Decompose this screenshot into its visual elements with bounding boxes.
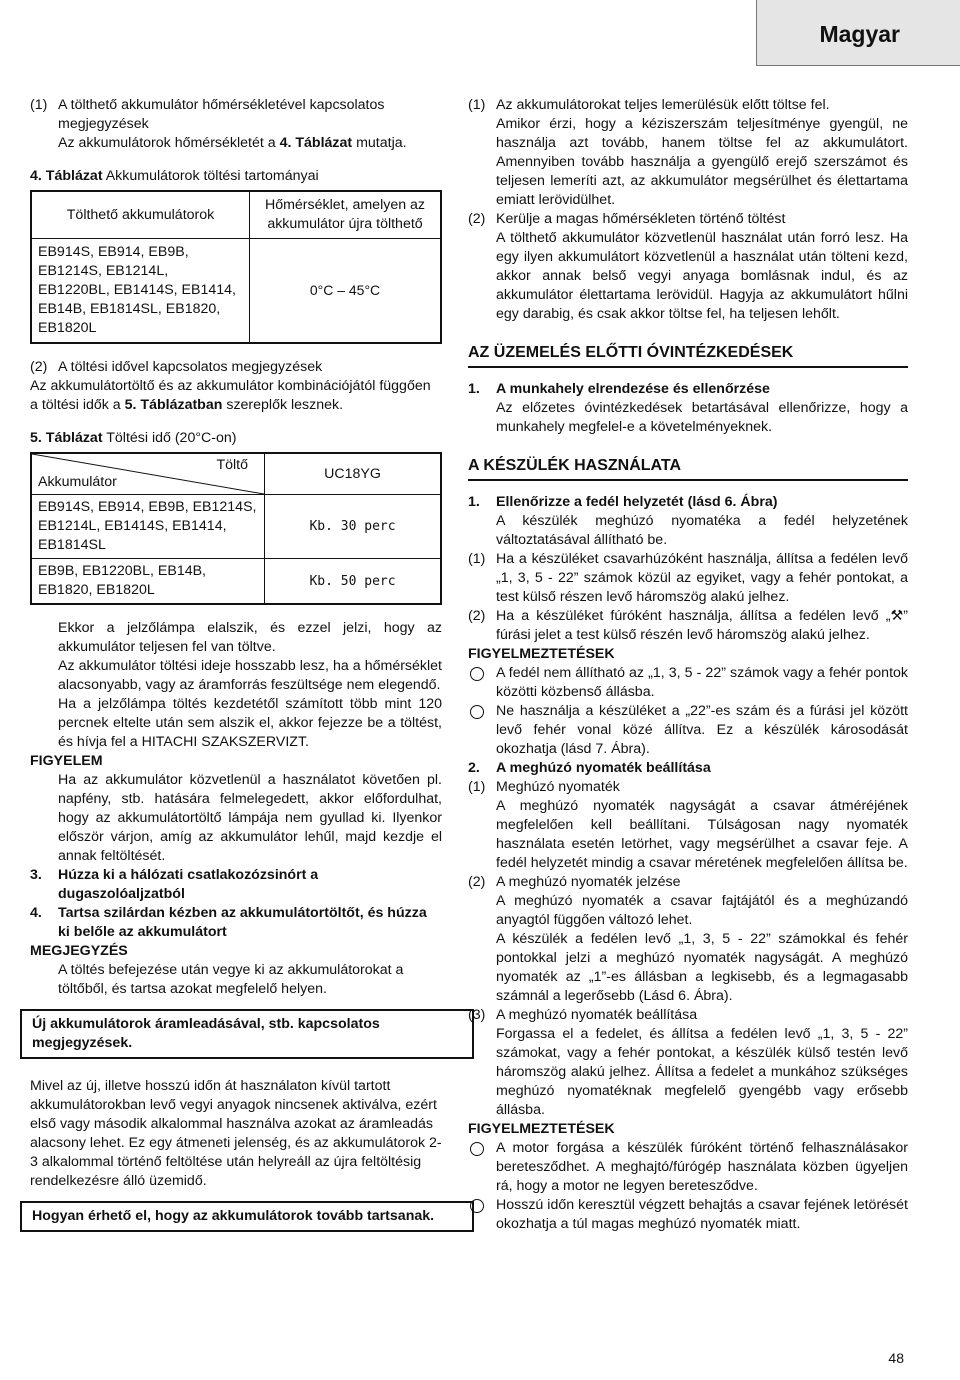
section-title: Húzza ki a hálózati csatlakozózsinórt a dugaszolóaljzatból — [58, 867, 319, 902]
table-5-diagonal-header — [31, 453, 265, 495]
note-body: A töltés befejezése után vegye ki az akkumulátorokat a töltőből, és tartsa azokat megfelelő helyen. — [58, 962, 404, 997]
section-title: A tölthető akkumulátor hőmérsékletével kapcsolatos megjegyzések — [58, 97, 385, 132]
table-5-row-models: EB9B, EB1220BL, EB14B, EB1820, EB1820L — [31, 559, 265, 605]
usage-title: A meghúzó nyomaték beállítása — [496, 760, 711, 776]
usage-2c: (3) A meghúzó nyomaték beállítása Forgassa el a fedelet, és állítsa a fedélen levő „1, 3, 5 - 22” számokat, vagy a fehér pontokat, a készülék külső testén levő háromszög alakú jelhez. Állítsa a fedelet a munkához szükséges meghúzó nyomatéknak megfelelő gyengébb vagy erősebb állásba. — [468, 1007, 908, 1118]
table-4-header-batteries: Tölthető akkumulátorok — [31, 191, 250, 239]
left-column — [30, 96, 442, 1250]
usage-heading: A KÉSZÜLÉK HASZNÁLATA — [468, 455, 908, 481]
charger-header-label: Töltő — [216, 457, 248, 473]
caution-body: Ha az akkumulátor közvetlenül a használatot követően pl. napfény, stb. hatására felmelegedett, akkor előfordulhat, hogy az akkumulátortöltő lámpája nem gyullad ki. Ilyenkor először várjon, amíg az akkumulátor lehűl, majd kezdje el annak feltöltését. — [58, 772, 442, 864]
section-title: Tartsa szilárdan kézben az akkumulátortöltőt, és húzza ki belőle az akkumulátort — [58, 905, 427, 940]
warning-item: Hosszú időn keresztül végzett behajtás a csavar fejének letörését okozhatja a túl magas meghúzó nyomaték miatt. — [468, 1196, 908, 1234]
warning-item: Ne használja a készüléket a „22”-es szám és a fúrási jel között levő fehér vonal közé állítva. Ez a készülék károsodását okozhatja (lásd 7. Ábra). — [468, 702, 908, 759]
usage-2a: (1) Meghúzó nyomaték A meghúzó nyomaték nagyságát a csavar átméréjének megfelelően kell beállítani. Túlságosan nagy nyomaték használata esetén letörhet, vagy megsérülhet a csavar feje. A fedél helyzetét mindig a csavar méretének megfelelően állítsa be. — [468, 779, 908, 871]
paragraph-lamp: Ekkor a jelzőlámpa elalszik, és ezzel jelzi, hogy az akkumulátor teljesen fel van töltve. — [58, 620, 442, 655]
table-5-row-time: Kb. 30 perc — [265, 495, 442, 559]
section-body: Az akkumulátorok hőmérsékletét a 4. Táblázat mutatja. — [58, 135, 407, 151]
tip-body: Amikor érzi, hogy a kéziszerszám teljesítménye gyengül, ne használja azt tovább, hanem töltse fel az akkumulátort. Amennyiben tovább használja a gyengülő erejő szerszámot és teljesen lemeríti azt, az akkumulátor megsérülhet és élettartama emiatt lerövidülhet. — [496, 116, 908, 208]
section-2-body: Az akkumulátortöltő és az akkumulátor kombinációjától függően a töltési idők a 5. Táblázatban szereplők lesznek. — [30, 378, 431, 413]
section-4: 4. Tartsa szilárdan kézben az akkumulátortöltőt, és húzza ki belőle az akkumulátort — [30, 904, 442, 942]
section-title: A töltési idővel kapcsolatos megjegyzések — [58, 359, 323, 375]
precaution-title: A munkahely elrendezése és ellenőrzése — [496, 381, 770, 397]
circle-bullet-icon — [470, 1199, 484, 1213]
circle-bullet-icon — [470, 705, 484, 719]
section-2 — [30, 358, 442, 377]
usage-1b: (2) Ha a készüléket fúróként használja, állítsa a fedélen levő „⚒” fúrási jelet a test külső részén levő háromszög alakú jelhez. — [468, 608, 908, 643]
table-4 — [30, 190, 442, 344]
new-battery-box: Új akkumulátorok áramleadásával, stb. kapcsolatos megjegyzések. — [20, 1009, 474, 1059]
table-4-header-temperature: Hőmérséklet, amelyen az akkumulátor újra tölthető — [250, 191, 442, 239]
usage-1: 1. Ellenőrizze a fedél helyzetét (lásd 6. Ábra) A készülék meghúzó nyomatéka a fedél helyzetének változtatásával állítható be. — [468, 494, 908, 548]
section-number: (1) — [30, 97, 48, 113]
circle-bullet-icon — [470, 667, 484, 681]
paragraph-temperature: Az akkumulátor töltési ideje hosszabb lesz, ha a hőmérséklet alacsonyabb, vagy az áramforrás feszültsége nem elegendő. — [58, 658, 442, 693]
language-label: Magyar — [819, 21, 900, 47]
section-number: (2) — [30, 359, 48, 375]
usage-body: A készülék meghúzó nyomatéka a fedél helyzetének változtatásával állítható be. — [496, 513, 908, 548]
right-column — [468, 96, 908, 1234]
section-3: 3. Húzza ki a hálózati csatlakozózsinórt a dugaszolóaljzatból — [30, 866, 442, 904]
tip-title: Kerülje a magas hőmérsékleten történő töltést — [496, 211, 786, 227]
circle-bullet-icon — [470, 1142, 484, 1156]
table-5-row-models: EB914S, EB914, EB9B, EB1214S, EB1214L, EB1414S, EB1414, EB1814SL — [31, 495, 265, 559]
new-battery-body: Mivel az új, illetve hosszú időn át használaton kívül tartott akkumulátorokban levő vegyi anyagok nincsenek aktiválva, ezért első vagy második alkalommal használva azokat az áramleadás alacsony lehet. Ez egy átmeneti jelenség, és az akkumulátorok 2-3 alkalommal történő feltöltése után helyreáll az újra feltöltésig rendelkezésre álló üzemidő. — [30, 1078, 442, 1189]
page-number: 48 — [888, 1350, 904, 1366]
table-4-models: EB914S, EB914, EB9B, EB1214S, EB1214L, EB1220BL, EB1414S, EB1414, EB14B, EB1814SL, EB1820, EB1820L — [31, 239, 250, 344]
tip-title: Az akkumulátorokat teljes lemerülésük előtt töltse fel. — [496, 97, 830, 113]
table-4-caption: 4. Táblázat Akkumulátorok töltési tartományai — [30, 168, 319, 184]
tip-2: (2) Kerülje a magas hőmérsékleten történő töltést A tölthető akkumulátor közvetlenül használat után forró lesz. Ha egy ilyen akkumulátort közvetlenül a használat után tölteni kezd, akkor annak belső vegyi anyaga bomlásnak indul, és az akkumulátor élettartama lerövidül. Hagyja az akkumulátort hűlni egy darabig, és csak akkor töltse fel, ha teljesen lehőlt. — [468, 211, 908, 322]
usage-1a: (1) Ha a készüléket csavarhúzóként használja, állítsa a fedélen levő „1, 3, 5 - 22” számok közül az egyiket, vagy a fehér pontokat, a test külső részen levő háromszög alakú jelhez. — [468, 551, 908, 605]
caution-heading: FIGYELEM — [30, 753, 103, 769]
longer-battery-box: Hogyan érhető el, hogy az akkumulátorok tovább tartsanak. — [20, 1201, 474, 1232]
language-tab — [756, 0, 960, 66]
precaution-1: 1. A munkahely elrendezése és ellenőrzése Az előzetes óvintézkedések betartásával ellenőrizze, hogy a munkahely megfelel-e a követelményeknek. — [468, 381, 908, 435]
warnings-heading-2: FIGYELMEZTETÉSEK — [468, 1121, 615, 1137]
tip-1: (1) Az akkumulátorokat teljes lemerülésük előtt töltse fel. Amikor érzi, hogy a kéziszerszám teljesítménye gyengül, ne használja azt tovább, hanem töltse fel az akkumulátort. Amennyiben tovább használja a gyengülő erejő szerszámot és teljesen lemeríti azt, az akkumulátor megsérülhet és élettartama emiatt lerövidülhet. — [468, 97, 908, 208]
table-4-temperature: 0°C – 45°C — [250, 239, 442, 344]
battery-header-label: Akkumulátor — [38, 474, 117, 490]
note-heading: MEGJEGYZÉS — [30, 943, 128, 959]
usage-2b: (2) A meghúzó nyomaték jelzése A meghúzó nyomaték a csavar fajtájától és a meghúzandó anyagtól függően változó lehet. A készülék a fedélen levő „1, 3, 5 - 22” számokkal és fehér pontokkal jelzi a meghúzó nyomaték nagyságát. A meghúzó nyomaték az „1”-es állásban a legkisebb, és a legmagasabb számnál a legerősebb (Lásd 6. Ábra). — [468, 874, 908, 1004]
drill-mark-icon: ⚒ — [890, 608, 904, 624]
precautions-heading: AZ ÜZEMELÉS ELŐTTI ÓVINTÉZKEDÉSEK — [468, 342, 908, 368]
warnings-heading-1: FIGYELMEZTETÉSEK — [468, 646, 615, 662]
charger-model: UC18YG — [265, 453, 442, 495]
usage-2: 2. A meghúzó nyomaték beállítása — [468, 759, 908, 778]
usage-title: Ellenőrizze a fedél helyzetét (lásd 6. Ábra) — [496, 494, 778, 510]
table-5-row-time: Kb. 50 perc — [265, 559, 442, 605]
table-5 — [30, 452, 442, 605]
warning-item: A motor forgása a készülék fúróként történő felhasználásakor beretesződhet. A meghajtó/fúrógép használata közben ügyeljen rá, hogy a motor ne legyen beretesződve. — [468, 1139, 908, 1196]
table-5-caption: 5. Táblázat Töltési idő (20°C-on) — [30, 430, 237, 446]
paragraph-120-minutes: Ha a jelzőlámpa töltés kezdetétől számított több mint 120 percnek eltelte után sem alszik el, akkor fejezze be a töltést, és hívja fel a HITACHI SZAKSZERVIZT. — [58, 696, 442, 750]
warning-item: A fedél nem állítható az „1, 3, 5 - 22” számok vagy a fehér pontok közötti közbenső állásba. — [468, 664, 908, 702]
precaution-body: Az előzetes óvintézkedések betartásával ellenőrizze, hogy a munkahely megfelel-e a követelményeknek. — [496, 400, 908, 435]
tip-body: A tölthető akkumulátor közvetlenül használat után forró lesz. Ha egy ilyen akkumulátort közvetlenül a használat után tölteni kezd, akkor annak belső vegyi anyaga bomlásnak indul, és az akkumulátor élettartama lerövidül. Hagyja az akkumulátort hűlni egy darabig, és csak akkor töltse fel, ha teljesen lehőlt. — [496, 230, 908, 322]
section-1 — [30, 96, 442, 153]
